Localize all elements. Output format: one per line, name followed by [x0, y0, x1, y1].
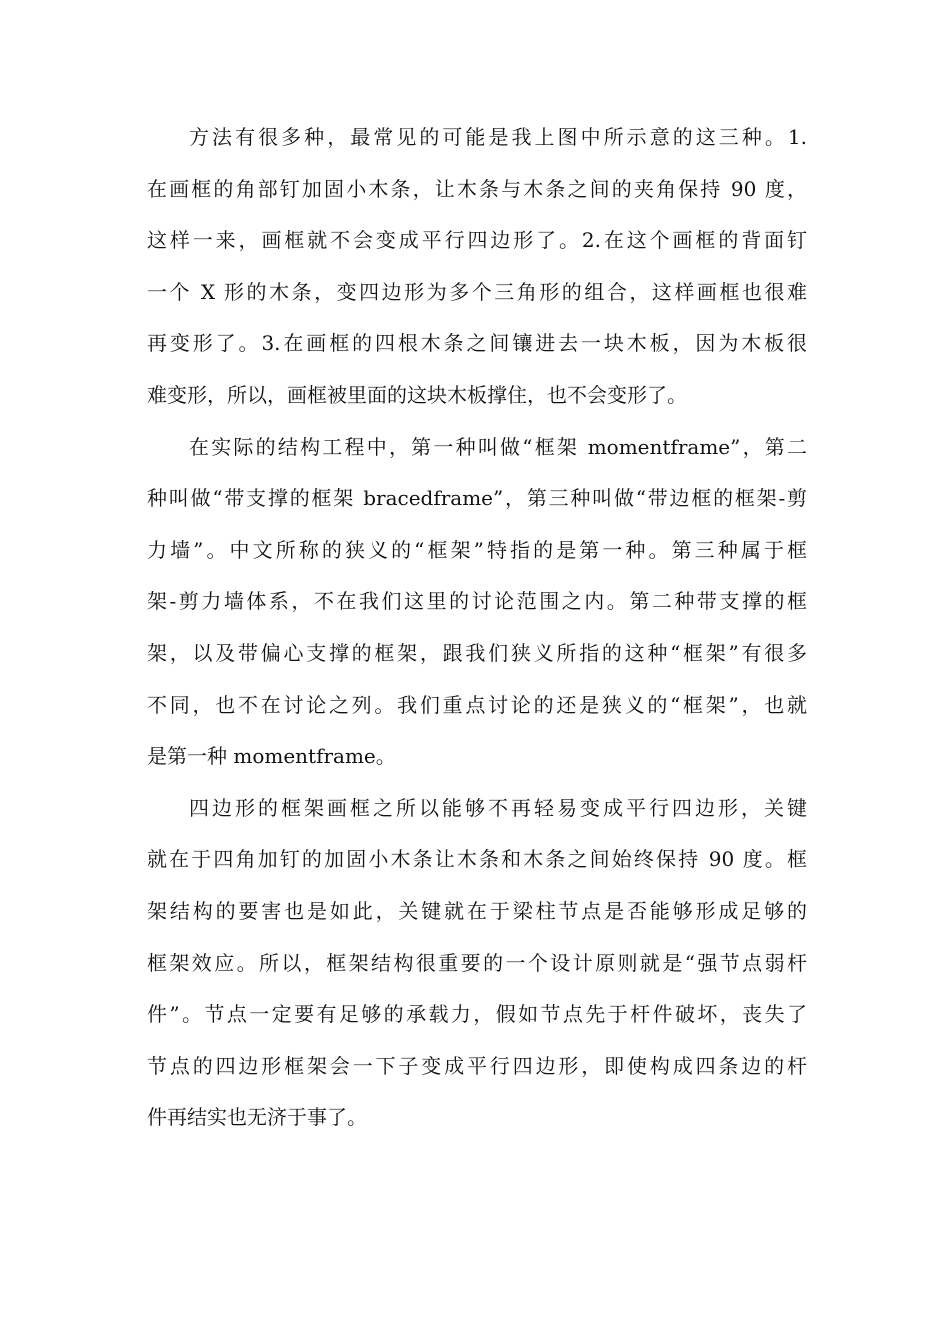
text-line: 件再结实也无济于事了。 — [147, 1105, 367, 1130]
text-line: 架-剪力墙体系，不在我们这里的讨论范围之内。第二种带支撑的框 — [147, 589, 807, 614]
text-line: 架，以及带偏心支撑的框架，跟我们狭义所指的这种“框架”有很多 — [147, 640, 807, 665]
text-line: 是第一种 momentframe。 — [147, 744, 396, 769]
text-line: 方法有很多种，最常见的可能是我上图中所示意的这三种。1. — [189, 125, 807, 149]
text-line: 节点的四边形框架会一下子变成平行四边形，即使构成四条边的杆 — [147, 1053, 807, 1078]
text-line: 件”。节点一定要有足够的承载力，假如节点先于杆件破坏，丧失了 — [147, 1002, 807, 1027]
text-line: 在画框的角部钉加固小木条，让木条与木条之间的夹角保持 90 度， — [147, 176, 807, 201]
paragraph-3 — [147, 783, 807, 1144]
text-line: 难变形，所以，画框被里面的这块木板撑住，也不会变形了。 — [147, 382, 687, 407]
text-line: 种叫做“带支撑的框架 bracedframe”，第三种叫做“带边框的框架-剪 — [147, 486, 807, 511]
text-line: 就在于四角加钉的加固小木条让木条和木条之间始终保持 90 度。框 — [147, 847, 807, 872]
text-line: 框架效应。所以，框架结构很重要的一个设计原则就是“强节点弱杆 — [147, 950, 807, 975]
text-line: 不同，也不在讨论之列。我们重点讨论的还是狭义的“框架”，也就 — [147, 692, 807, 717]
text-line: 这样一来，画框就不会变成平行四边形了。2.在这个画框的背面钉 — [147, 228, 807, 253]
text-line: 再变形了。3.在画框的四根木条之间镶进去一块木板，因为木板很 — [147, 331, 807, 356]
text-line: 架结构的要害也是如此，关键就在于梁柱节点是否能够形成足够的 — [147, 898, 807, 923]
paragraph-2 — [147, 422, 807, 783]
text-line: 一个 X 形的木条，变四边形为多个三角形的组合，这样画框也很难 — [147, 279, 807, 304]
paragraph-1 — [147, 112, 807, 422]
text-line: 四边形的框架画框之所以能够不再轻易变成平行四边形，关键 — [189, 795, 807, 820]
text-line: 在实际的结构工程中，第一种叫做“框架 momentframe”，第二 — [189, 434, 807, 459]
document-body — [147, 112, 807, 1144]
text-line: 力墙”。中文所称的狭义的“框架”特指的是第一种。第三种属于框 — [147, 537, 807, 562]
